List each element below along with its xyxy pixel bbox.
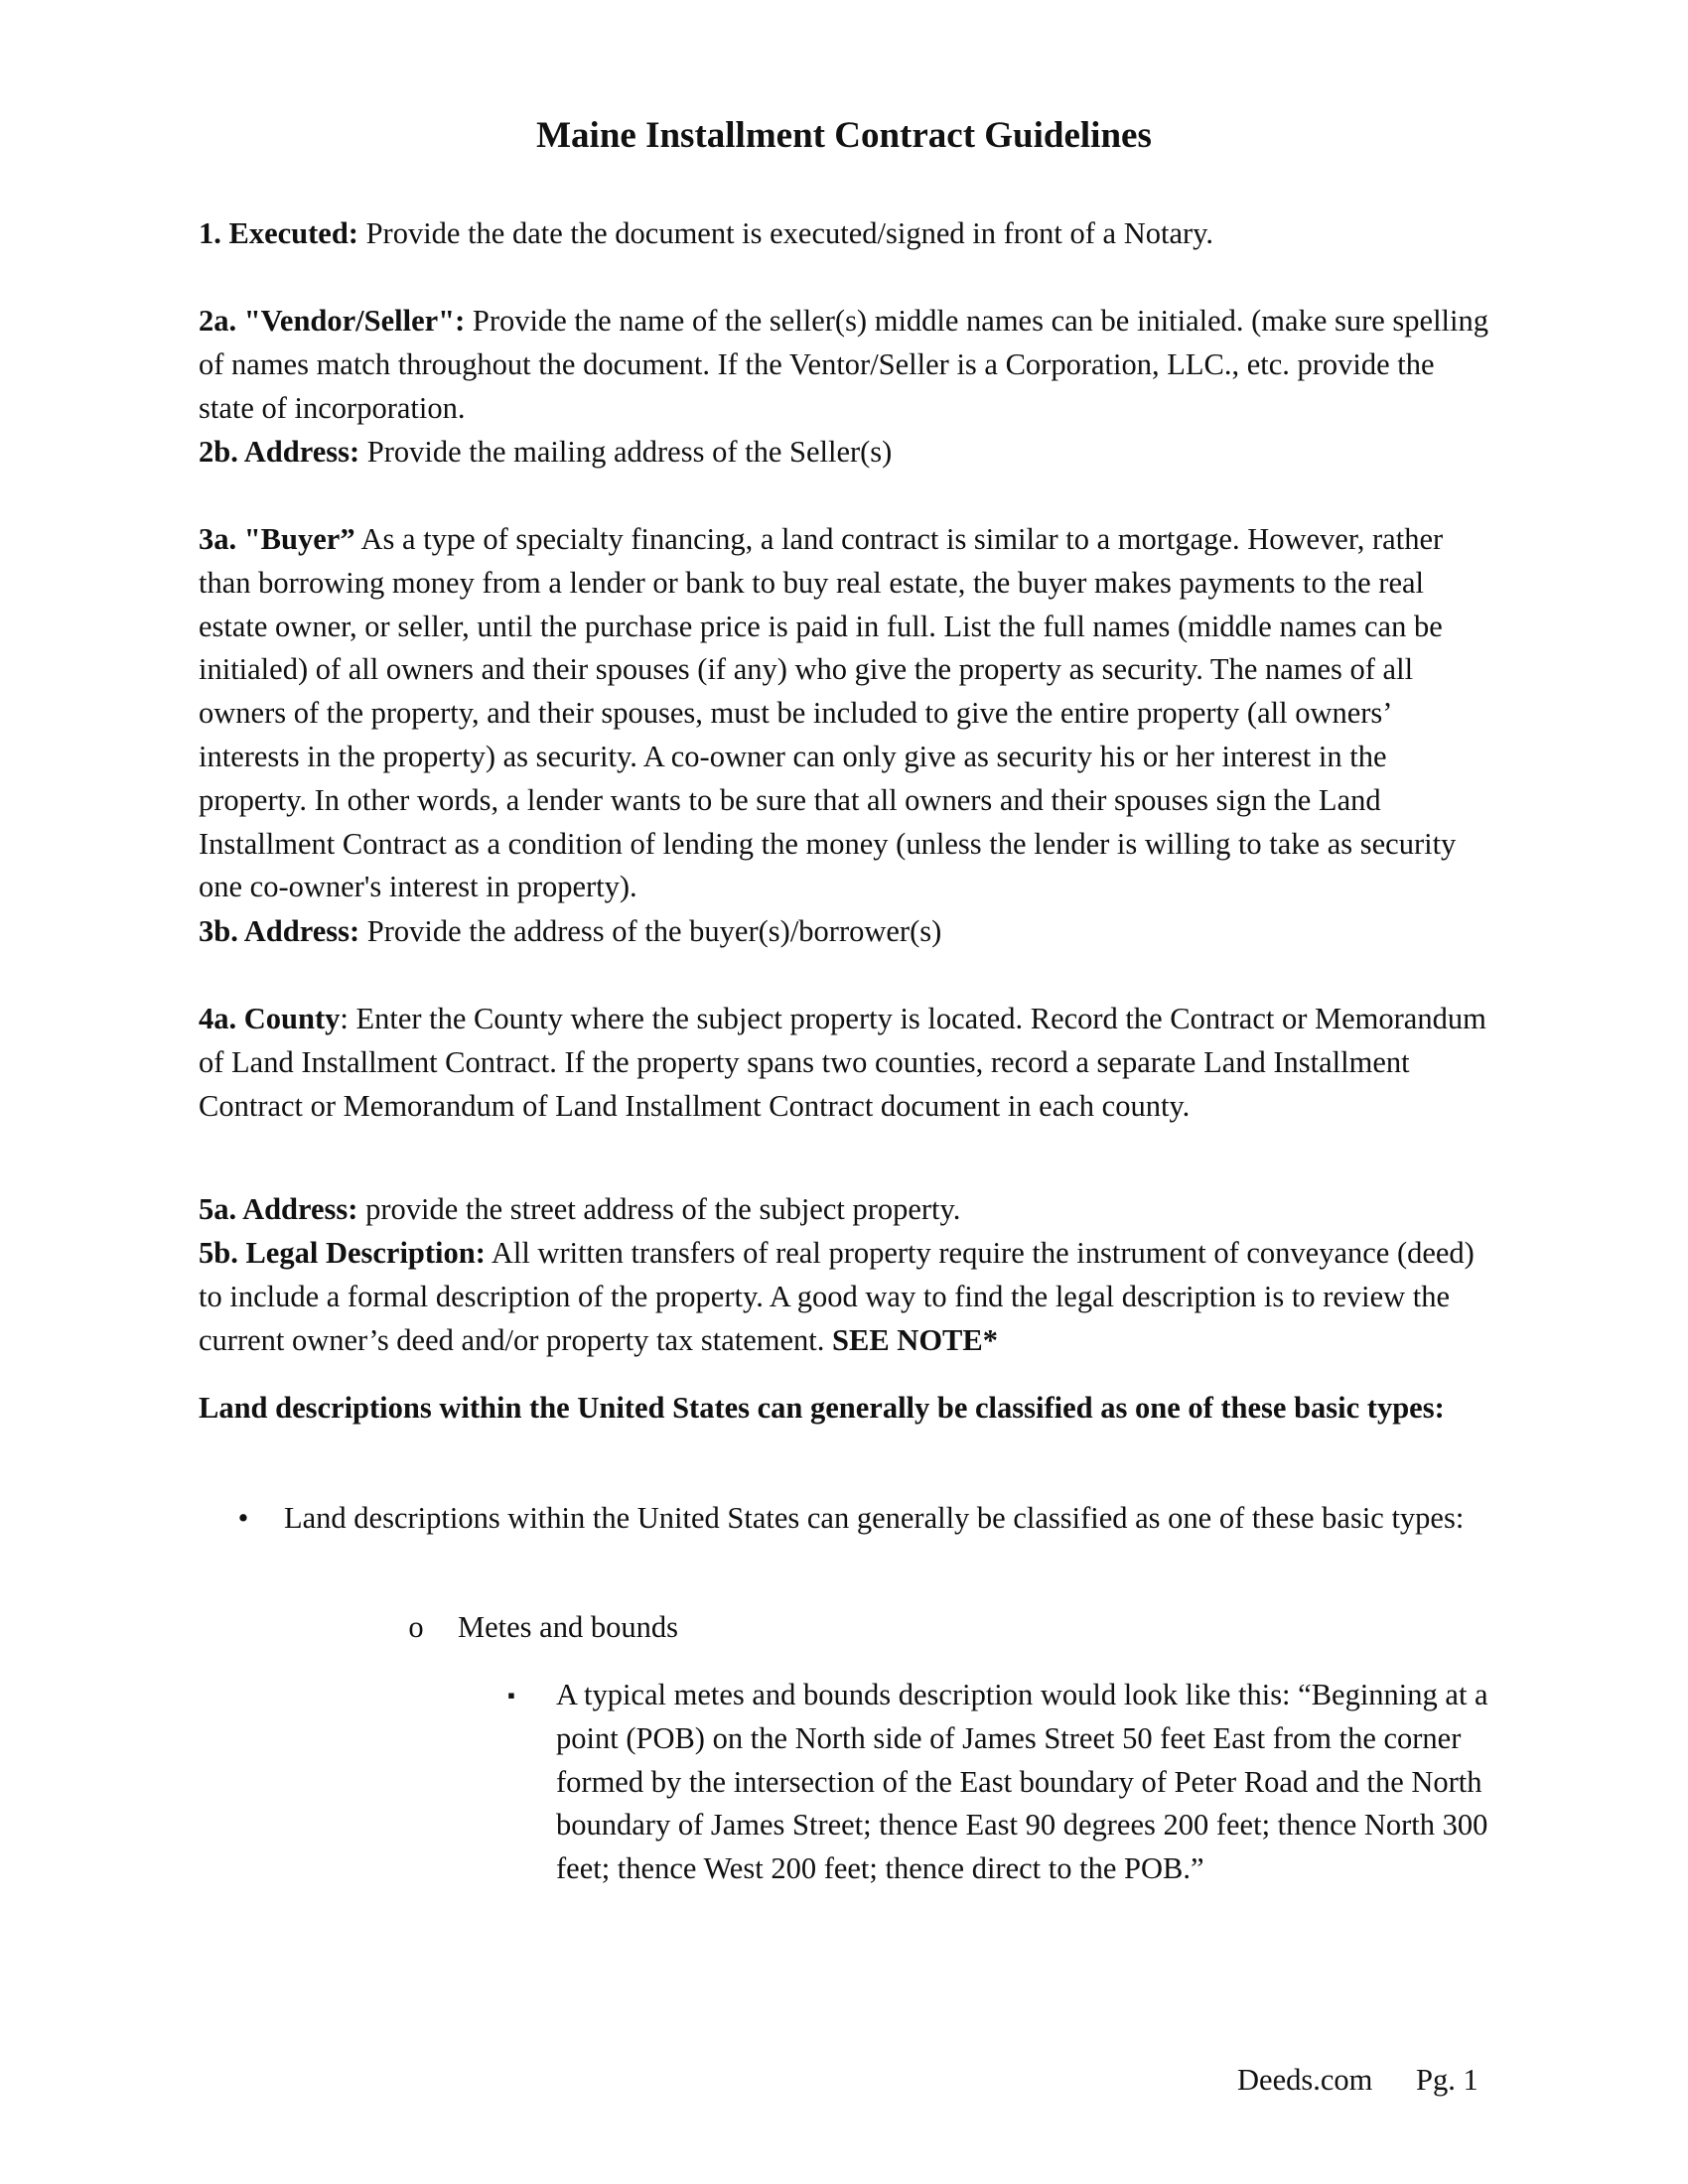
property-address-paragraph [199,1188,1494,1232]
legal-description-paragraph [199,1232,1494,1362]
buyer-address-paragraph [199,910,1494,954]
executed-text: Provide the date the document is executed/signed in front of a Notary. [357,216,1214,250]
footer-site: Deeds.com [1237,2063,1373,2097]
square-bullet-marker: ▪ [507,1683,515,1707]
vendor-paragraph [199,300,1494,430]
executed-label: 1. Executed: [199,216,358,250]
footer-page-number: Pg. 1 [1416,2063,1478,2097]
see-note: SEE NOTE* [832,1322,998,1357]
property-address-text: provide the street address of the subject property. [357,1192,961,1226]
list-item-text: Land descriptions within the United States can generally be classified as one of these basic types: [284,1501,1465,1535]
county-paragraph [199,998,1494,1128]
buyer-address-text: Provide the address of the buyer(s)/borrower(s) [359,914,942,948]
legal-description-label: 5b. Legal Description: [199,1236,486,1270]
list-item [199,1497,1494,1541]
land-descriptions-heading: Land descriptions within the United States can generally be classified as one of these basic types: [199,1391,1445,1425]
legal-description-text: All written transfers of real property require the instrument of conveyance (deed) to include a formal description of the property. A good way to find the legal description is to review the current owner’s deed and/or property tax statement. [199,1236,1475,1357]
vendor-label: 2a. "Vendor/Seller": [199,304,466,338]
seller-address-text: Provide the mailing address of the Seller(s) [359,435,893,469]
vendor-text: Provide the name of the seller(s) middle names can be initialed. (make sure spelling of names match throughout the document. If the Ventor/Seller is a Corporation, LLC., etc. provide the state of incorporation. [199,304,1488,425]
page-title: Maine Installment Contract Guidelines [536,115,1152,156]
buyer-address-label: 3b. Address: [199,914,360,948]
circle-bullet-marker: o [408,1610,424,1644]
list-item-text: A typical metes and bounds description would look like this: “Beginning at a point (POB) on the North side of James Street 50 feet East from the corner formed by the intersection of the East boundary of Peter Road and the North boundary of James Street; thence East 90 degrees 200 feet; thence North 300 feet; thence West 200 feet; thence direct to the POB.” [556,1678,1488,1886]
buyer-paragraph [199,518,1494,909]
list-item [401,1606,1493,1650]
seller-address-paragraph [199,431,1494,475]
list-item-text: Metes and bounds [458,1610,678,1644]
buyer-text: As a type of specialty financing, a land contract is similar to a mortgage. However, rather than borrowing money from a lender or bank to buy real estate, the buyer makes payments to the real estate owner, or seller, until the purchase price is paid in full. List the full names (middle names can be initialed) of all owners and their spouses (if any) who give the property as security. The names of all owners of the property, and their spouses, must be included to give the entire property (all owners’ interests in the property) as security. A co-owner can only give as security his or her interest in the property. In other words, a lender wants to be sure that all owners and their spouses sign the Land Installment Contract as a condition of lending the money (unless the lender is willing to take as security one co-owner's interest in property). [199,522,1457,904]
executed-paragraph [199,212,1494,256]
buyer-label: 3a. "Buyer” [199,522,355,556]
county-label: 4a. County [199,1002,341,1035]
property-address-label: 5a. Address: [199,1192,358,1226]
list-item [496,1674,1499,1891]
bullet-marker: • [237,1501,249,1535]
seller-address-label: 2b. Address: [199,435,360,469]
county-text: : Enter the County where the subject property is located. Record the Contract or Memorandum of Land Installment Contract. If the property spans two counties, record a separate Land Installment Contract or Memorandum of Land Installment Contract document in each county. [199,1002,1486,1123]
